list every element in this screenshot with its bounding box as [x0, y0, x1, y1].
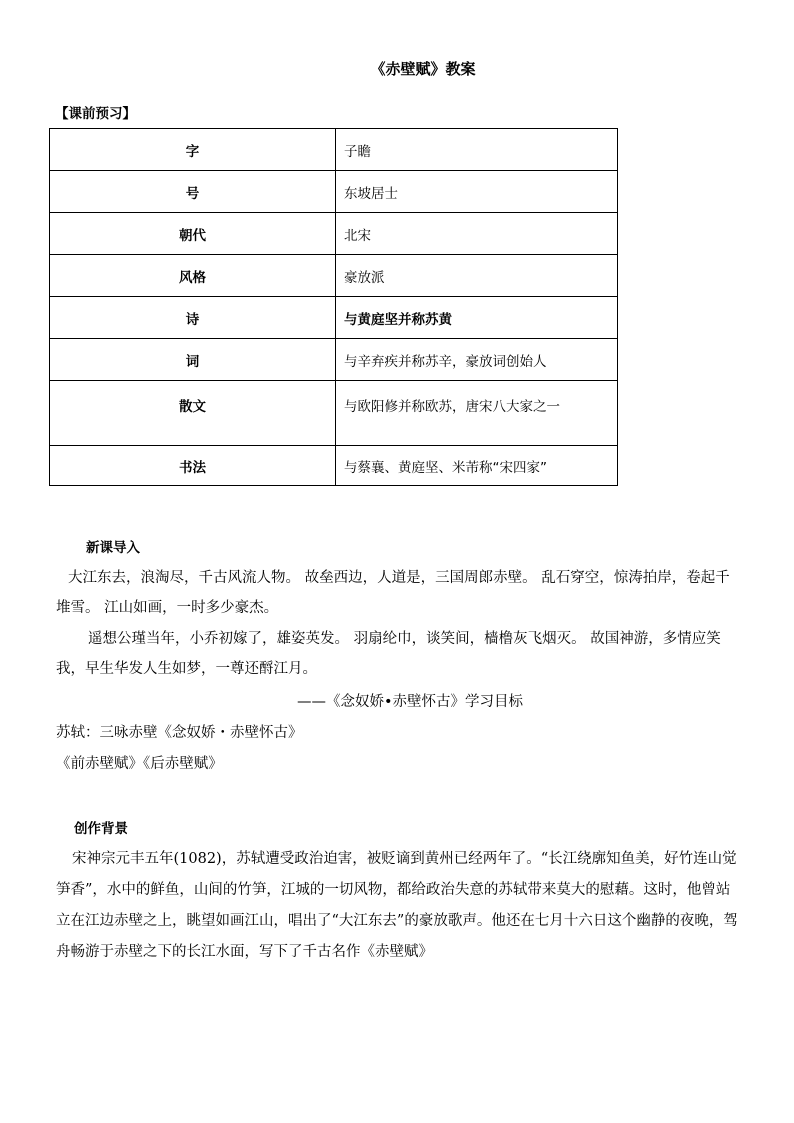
- profile-table: [49, 128, 618, 486]
- table-key: 词: [50, 339, 336, 381]
- table-key: 风格: [50, 255, 336, 297]
- table-row: [50, 129, 618, 171]
- table-value: 与蔡襄、黄庭坚、米芾称“宋四家”: [336, 446, 618, 486]
- background-paragraph: 宋神宗元丰五年(1082)，苏轼遭受政治迫害，被贬谪到黄州已经两年了。“长江绕廓知鱼美，好竹连山觉笋香”，水中的鲜鱼，山间的竹笋，江城的一切风物，都给政治失意的苏轼带来莫大的慰藉。这时，他曾站立在江边赤壁之上，眺望如画江山，唱出了“大江东去”的豪放歌声。他还在七月十六日这个幽静的夜晚，驾舟畅游于赤壁之下的长江水面，写下了千古名作《赤壁赋》: [56, 851, 738, 960]
- table-value: 与欧阳修并称欧苏，唐宋八大家之一: [336, 381, 618, 446]
- table-value: 子瞻: [336, 129, 618, 171]
- intro-heading: 新课导入: [86, 540, 140, 556]
- table-key: 号: [50, 171, 336, 213]
- table-value: 豪放派: [336, 255, 618, 297]
- table-row: [50, 171, 618, 213]
- table-row: [50, 297, 618, 339]
- intro-line-1: 苏轼：三咏赤壁《念奴娇・赤壁怀古》: [56, 725, 303, 741]
- table-value: 北宋: [336, 213, 618, 255]
- table-row: [50, 339, 618, 381]
- table-row: [50, 381, 618, 446]
- table-row: [50, 213, 618, 255]
- table-key: 字: [50, 129, 336, 171]
- intro-line-2: 《前赤壁赋》《后赤壁赋》: [56, 756, 223, 772]
- poem-attribution: ——《念奴娇•赤壁怀古》学习目标: [297, 694, 524, 710]
- preview-section-label: 【课前预习】: [55, 106, 136, 122]
- table-value: 东坡居士: [336, 171, 618, 213]
- document-title: 《赤壁赋》教案: [370, 60, 476, 78]
- table-value: 与辛弃疾并称苏辛，豪放词创始人: [336, 339, 618, 381]
- table-row: [50, 255, 618, 297]
- table-key: 书法: [50, 446, 336, 486]
- table-row: [50, 446, 618, 486]
- table-key: 诗: [50, 297, 336, 339]
- poem-paragraph-2: 遥想公瑾当年，小乔初嫁了，雄姿英发。 羽扇纶巾，谈笑间，樯橹灰飞烟灭。 故国神游，多情应笑我，早生华发人生如梦，一尊还酹江月。: [56, 631, 721, 677]
- poem-paragraph-1: 大江东去，浪淘尽，千古风流人物。 故垒西边，人道是，三国周郎赤壁。 乱石穿空，惊涛拍岸，卷起千堆雪。 江山如画，一时多少豪杰。: [56, 570, 730, 616]
- table-key: 朝代: [50, 213, 336, 255]
- table-value: 与黄庭坚并称苏黄: [336, 297, 618, 339]
- background-heading: 创作背景: [74, 821, 128, 837]
- table-key: 散文: [50, 381, 336, 446]
